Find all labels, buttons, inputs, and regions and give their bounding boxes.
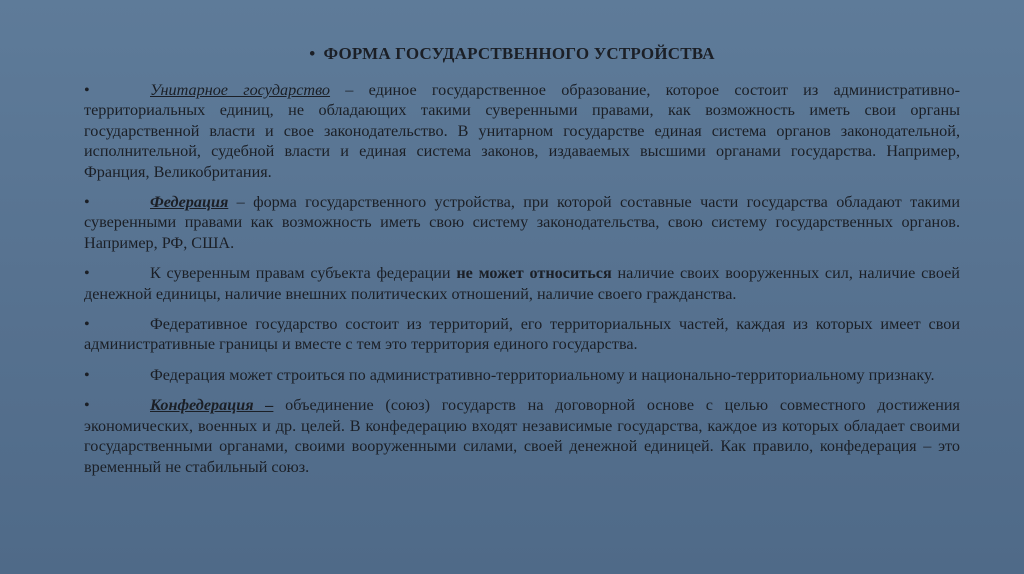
paragraph-text: – форма государственного устройства, при которой составные части государства обладают такими суверенными правами как возможность иметь свою систему законодательства, свою систему государственных органов. Например, РФ, США. <box>84 193 960 252</box>
paragraph-text: – единое государственное образование, которое состоит из административно-территориальных единиц, не обладающих такими суверенными правами, как возможность иметь свои органы государственной власти и свое законодательство. В унитарном государстве единая система органов законодательной, исполнительной, судебной власти и единая система законов, издаваемых высшими органами государства. Например, Франция, Великобритания. <box>84 81 960 181</box>
paragraph-text-before: К суверенным правам субъекта федерации <box>150 264 457 283</box>
paragraph-text: объединение (союз) государств на договорной основе с целью совместного достижения экономических, военных и др. целей. В конфедерацию входят независимые государства, каждое из которых обладает своими государственными органами, своими вооруженными силами, своей денежной единицей. Как правило, конфедерация – это временный не стабильный союз. <box>84 396 960 476</box>
paragraph-sovereign-rights <box>84 263 960 304</box>
term-federation: Федерация <box>150 193 229 212</box>
title-text: ФОРМА ГОСУДАРСТВЕННОГО УСТРОЙСТВА <box>323 44 715 63</box>
bullet-mark: • <box>84 193 90 212</box>
paragraph-federation <box>84 192 960 253</box>
bullet-mark: • <box>84 81 90 99</box>
bullet-mark: • <box>84 365 90 384</box>
emphasis-cannot-belong: не может относиться <box>456 264 612 283</box>
term-confederation: Конфедерация – <box>150 396 274 415</box>
bullet-mark: • <box>84 264 90 283</box>
title-bullet: • <box>309 44 316 63</box>
bullet-mark: • <box>84 396 90 415</box>
paragraph-text: Федерация может строиться по административно-территориальному и национально-территориальному признаку. <box>150 365 935 384</box>
paragraph-confederation <box>84 395 960 477</box>
paragraph-text-after: наличие своих вооруженных сил, наличие своей денежной единицы, наличие внешних политических отношений, наличие своего гражданства. <box>84 264 960 303</box>
paragraph-unitary <box>84 80 960 182</box>
paragraph-text: Федеративное государство состоит из территорий, его территориальных частей, каждая из которых имеет свои административные границы и вместе с тем это территория единого государства. <box>84 315 960 354</box>
paragraph-federation-basis <box>84 365 960 385</box>
term-unitary: Унитарное государство <box>150 81 331 99</box>
bullet-mark: • <box>84 315 90 334</box>
paragraph-federal-state <box>84 314 960 355</box>
slide-title <box>0 44 1024 64</box>
content <box>84 80 960 487</box>
